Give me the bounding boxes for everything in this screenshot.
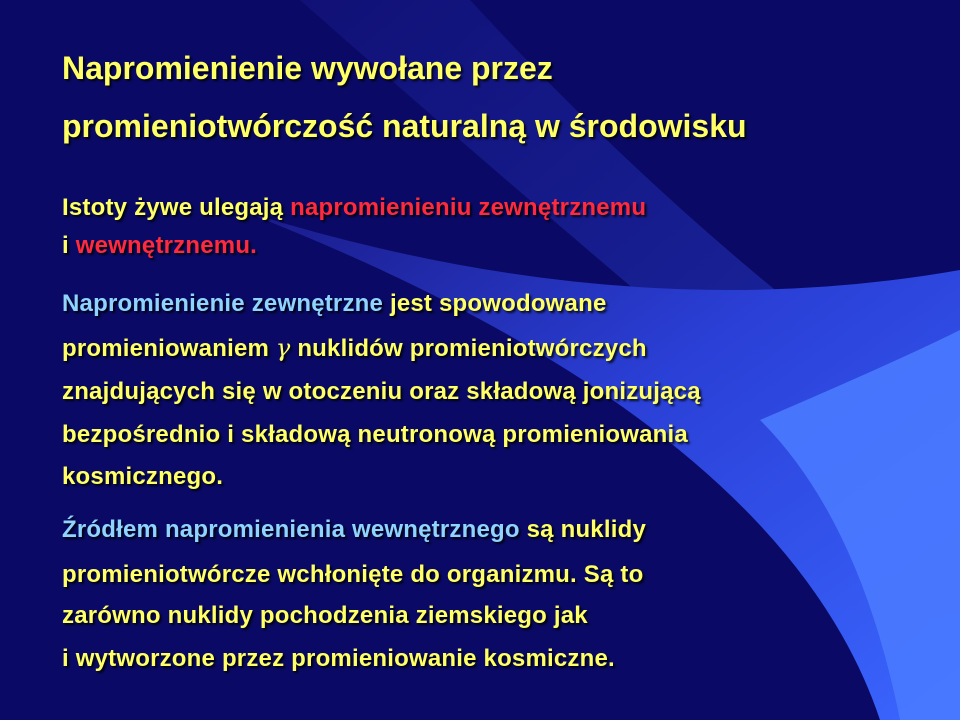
external-text: jest spowodowane: [383, 290, 607, 317]
gamma-symbol: γ: [275, 334, 291, 362]
external-text: nuklidów promieniotwórczych: [290, 335, 647, 362]
external-line-3: znajdujących się w otoczeniu oraz składową jonizującą: [62, 378, 701, 405]
internal-term: Źródłem napromienienia wewnętrznego: [62, 516, 520, 543]
slide-title-line-2: promieniotwórczość naturalną w środowisku: [62, 108, 747, 144]
internal-text: są nuklidy: [519, 516, 646, 543]
intro-highlight-internal: wewnętrznemu.: [75, 232, 258, 259]
intro-text: i: [62, 232, 76, 259]
intro-line-1: [62, 194, 646, 222]
external-text: promieniowaniem: [62, 335, 276, 362]
internal-line-3: zarówno nuklidy pochodzenia ziemskiego jak: [62, 602, 588, 629]
external-line-4: bezpośrednio i składową neutronową promieniowania: [62, 421, 688, 448]
internal-line-4: i wytworzone przez promieniowanie kosmiczne.: [62, 645, 615, 672]
slide-title-line-1: Napromienienie wywołane przez: [62, 50, 553, 86]
intro-text: Istoty żywe ulegają: [62, 194, 291, 221]
intro-highlight-external: napromienieniu zewnętrznemu: [290, 194, 647, 221]
internal-line-1: [62, 516, 646, 544]
intro-line-2: [62, 232, 257, 260]
external-line-2: [62, 334, 647, 363]
external-line-5: kosmicznego.: [62, 463, 224, 490]
external-term: Napromienienie zewnętrzne: [62, 290, 384, 317]
external-line-1: [62, 290, 607, 318]
internal-line-2: promieniotwórcze wchłonięte do organizmu. Są to: [62, 561, 644, 588]
